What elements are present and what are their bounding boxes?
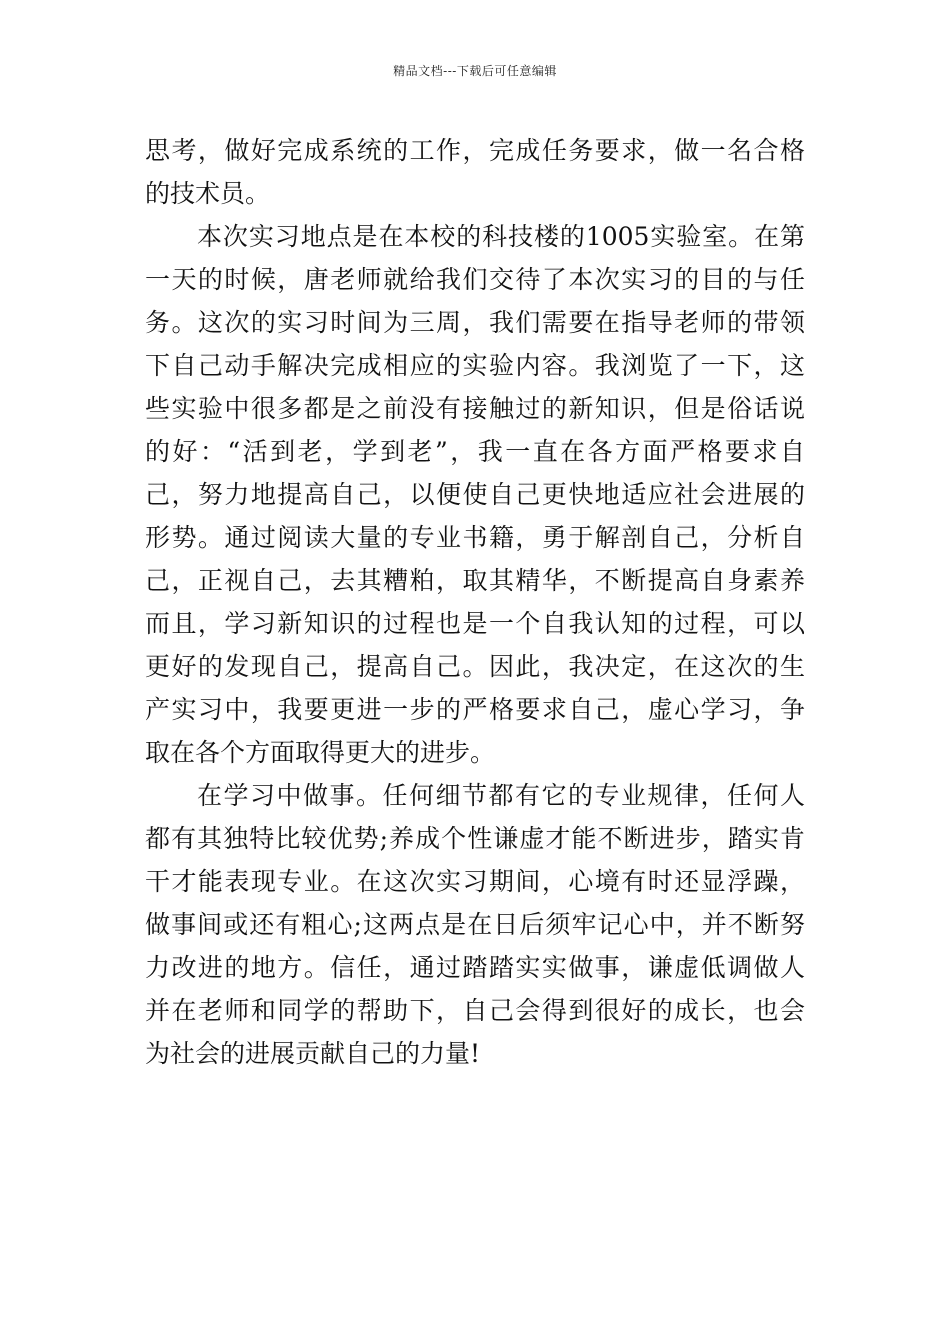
text-line: 做事间或还有粗心;这两点是在日后须牢记心中，并不断努: [145, 910, 805, 939]
text-line: 形势。通过阅读大量的专业书籍，勇于解剖自己，分析自: [145, 523, 805, 552]
text-line: 己，正视自己，去其糟粕，取其精华，不断提高自身素养: [145, 566, 805, 595]
text-line: 而且，学习新知识的过程也是一个自我认知的过程，可以: [145, 609, 805, 638]
text-line: 一天的时候，唐老师就给我们交待了本次实习的目的与任: [145, 265, 805, 294]
text-line: 些实验中很多都是之前没有接触过的新知识，但是俗话说: [145, 394, 805, 423]
text-line: 更好的发现自己，提高自己。因此，我决定，在这次的生: [145, 652, 805, 681]
text-line: 产实习中，我要更进一步的严格要求自己，虚心学习，争: [145, 695, 805, 724]
text-line: 力改进的地方。信任，通过踏踏实实做事，谦虚低调做人: [145, 953, 805, 982]
page-header: 精品文档---下载后可任意编辑: [393, 64, 557, 78]
text-line: 的好：“活到老，学到老”，我一直在各方面严格要求自: [145, 437, 805, 466]
text-line: 为社会的进展贡献自己的力量!: [145, 1039, 481, 1068]
text-line: 思考，做好完成系统的工作，完成任务要求，做一名合格: [145, 136, 805, 165]
text-line: 下自己动手解决完成相应的实验内容。我浏览了一下，这: [145, 351, 805, 380]
text-line: 并在老师和同学的帮助下，自己会得到很好的成长，也会: [145, 996, 805, 1025]
text-line: 的技术员。: [145, 179, 271, 208]
text-line: 在学习中做事。任何细节都有它的专业规律，任何人: [197, 781, 805, 810]
document-body: [145, 129, 805, 1075]
text-line: 都有其独特比较优势;养成个性谦虚才能不断进步，踏实肯: [145, 824, 805, 853]
text-line: 取在各个方面取得更大的进步。: [145, 738, 496, 767]
text-line: 干才能表现专业。在这次实习期间，心境有时还显浮躁，: [145, 867, 805, 896]
text-line: 己，努力地提高自己，以便使自己更快地适应社会进展的: [145, 480, 805, 509]
text-line: 务。这次的实习时间为三周，我们需要在指导老师的带领: [145, 308, 805, 337]
text-line: 本次实习地点是在本校的科技楼的1005实验室。在第: [197, 222, 805, 251]
